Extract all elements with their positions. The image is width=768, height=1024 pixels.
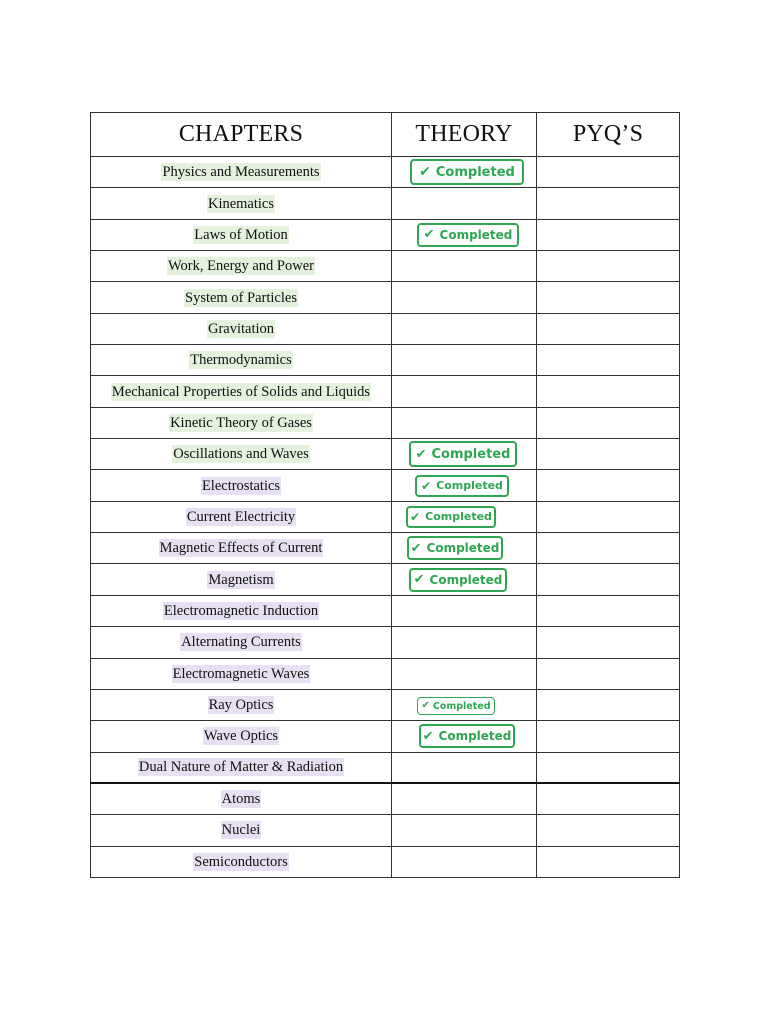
chapter-name: Current Electricity (186, 508, 296, 525)
pyq-cell (537, 313, 680, 344)
theory-cell (392, 157, 537, 188)
chapter-name: Electromagnetic Induction (163, 602, 319, 619)
theory-cell (392, 815, 537, 846)
chapter-cell (91, 313, 392, 344)
table-row (91, 815, 680, 846)
header-theory: THEORY (392, 113, 537, 157)
pyq-cell (537, 533, 680, 564)
theory-cell (392, 439, 537, 470)
table-row (91, 376, 680, 407)
check-icon: ✔ (422, 728, 434, 744)
chapter-cell (91, 564, 392, 595)
chapter-name: Laws of Motion (194, 226, 288, 243)
check-icon: ✔ (423, 227, 435, 243)
theory-cell (392, 376, 537, 407)
chapter-progress-table (90, 112, 680, 878)
theory-cell (392, 658, 537, 689)
chapter-name: Thermodynamics (190, 352, 292, 369)
table-row (91, 595, 680, 626)
chapter-name: Magnetism (208, 571, 274, 588)
theory-cell (392, 752, 537, 783)
table-row (91, 439, 680, 470)
chapter-cell (91, 439, 392, 470)
chapter-cell (91, 470, 392, 501)
theory-cell (392, 627, 537, 658)
header-chapters: CHAPTERS (91, 113, 392, 157)
theory-cell (392, 721, 537, 752)
theory-cell (392, 313, 537, 344)
header-pyqs: PYQ’S (537, 113, 680, 157)
check-icon: ✔ (421, 478, 432, 493)
completed-badge: ✔ Completed (410, 159, 524, 185)
chapter-name: Physics and Measurements (162, 164, 320, 181)
chapter-cell (91, 752, 392, 783)
chapter-cell (91, 627, 392, 658)
pyq-cell (537, 752, 680, 783)
theory-cell (392, 407, 537, 438)
pyq-cell (537, 564, 680, 595)
chapter-cell (91, 501, 392, 532)
chapter-cell (91, 345, 392, 376)
table-row (91, 658, 680, 689)
header-row (91, 113, 680, 157)
completed-badge: ✔ Completed (415, 475, 509, 497)
pyq-cell (537, 345, 680, 376)
completed-badge: ✔ Completed (409, 568, 507, 592)
chapter-name: Electrostatics (201, 477, 281, 494)
chapter-name: Mechanical Properties of Solids and Liquids (111, 383, 371, 400)
completed-badge: ✔ Completed (419, 724, 515, 748)
chapter-name: Work, Energy and Power (168, 258, 314, 275)
table-row (91, 345, 680, 376)
pyq-cell (537, 595, 680, 626)
table-row (91, 188, 680, 219)
table-row (91, 313, 680, 344)
chapter-cell (91, 251, 392, 282)
table-row (91, 783, 680, 814)
completed-badge: ✔ Completed (417, 697, 495, 715)
chapter-cell (91, 595, 392, 626)
chapter-name: Kinematics (207, 195, 275, 212)
pyq-cell (537, 783, 680, 814)
chapter-name: Electromagnetic Waves (172, 665, 310, 682)
theory-cell (392, 470, 537, 501)
check-icon: ✔ (413, 572, 425, 588)
chapter-cell (91, 721, 392, 752)
table-row (91, 564, 680, 595)
check-icon: ✔ (421, 700, 430, 712)
chapter-cell (91, 282, 392, 313)
table-row (91, 219, 680, 250)
chapter-name: Semiconductors (194, 853, 288, 870)
theory-cell (392, 251, 537, 282)
chapter-cell (91, 658, 392, 689)
pyq-cell (537, 251, 680, 282)
pyq-cell (537, 627, 680, 658)
theory-cell (392, 219, 537, 250)
pyq-cell (537, 815, 680, 846)
table-row (91, 251, 680, 282)
table-row (91, 470, 680, 501)
table-row (91, 689, 680, 720)
chapter-name: Ray Optics (208, 697, 274, 714)
pyq-cell (537, 188, 680, 219)
chapter-cell (91, 376, 392, 407)
table-row (91, 501, 680, 532)
check-icon: ✔ (415, 446, 427, 462)
completed-badge: ✔ Completed (407, 536, 503, 560)
theory-cell (392, 689, 537, 720)
chapter-cell (91, 783, 392, 814)
chapter-name: Alternating Currents (181, 634, 301, 651)
pyq-cell (537, 219, 680, 250)
pyq-cell (537, 689, 680, 720)
pyq-cell (537, 439, 680, 470)
pyq-cell (537, 282, 680, 313)
chapter-cell (91, 188, 392, 219)
table-row (91, 407, 680, 438)
chapter-cell (91, 219, 392, 250)
chapter-cell (91, 407, 392, 438)
theory-cell (392, 282, 537, 313)
pyq-cell (537, 157, 680, 188)
completed-badge: ✔ Completed (417, 223, 519, 247)
check-icon: ✔ (410, 509, 421, 524)
chapter-cell (91, 846, 392, 877)
chapter-name: Nuclei (221, 822, 261, 839)
pyq-cell (537, 376, 680, 407)
theory-cell (392, 783, 537, 814)
chapter-name: Gravitation (207, 320, 275, 337)
chapter-name: Magnetic Effects of Current (159, 540, 323, 557)
chapter-cell (91, 815, 392, 846)
pyq-cell (537, 470, 680, 501)
table-row (91, 533, 680, 564)
chapter-cell (91, 157, 392, 188)
pyq-cell (537, 407, 680, 438)
table-row (91, 721, 680, 752)
completed-badge: ✔ Completed (409, 441, 517, 467)
table-row (91, 282, 680, 313)
theory-cell (392, 533, 537, 564)
theory-cell (392, 846, 537, 877)
completed-badge: ✔ Completed (406, 506, 496, 528)
table-row (91, 752, 680, 783)
theory-cell (392, 188, 537, 219)
theory-cell (392, 501, 537, 532)
table-row (91, 627, 680, 658)
chapter-cell (91, 689, 392, 720)
check-icon: ✔ (419, 164, 431, 181)
theory-cell (392, 564, 537, 595)
chapter-name: Oscillations and Waves (173, 446, 309, 463)
chapter-cell (91, 533, 392, 564)
chapter-name: Kinetic Theory of Gases (170, 414, 312, 431)
theory-cell (392, 595, 537, 626)
chapter-name: System of Particles (185, 289, 297, 306)
pyq-cell (537, 501, 680, 532)
table-row (91, 157, 680, 188)
pyq-cell (537, 721, 680, 752)
chapter-name: Wave Optics (203, 728, 279, 745)
pyq-cell (537, 846, 680, 877)
theory-cell (392, 345, 537, 376)
chapter-name: Atoms (221, 791, 261, 808)
table-row (91, 846, 680, 877)
chapter-name: Dual Nature of Matter & Radiation (138, 759, 344, 776)
pyq-cell (537, 658, 680, 689)
check-icon: ✔ (410, 540, 422, 556)
